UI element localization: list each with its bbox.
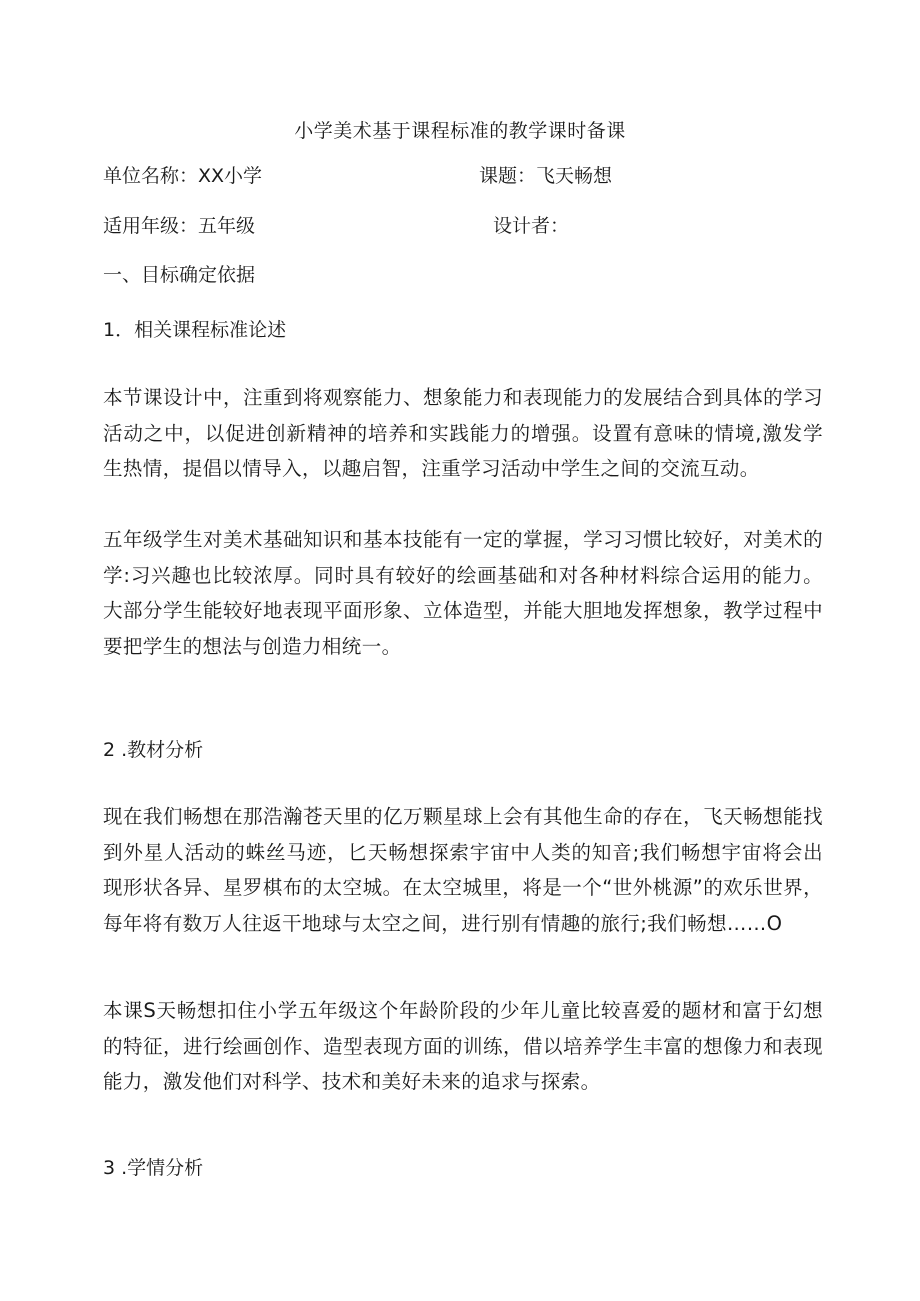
section-heading-basis: 一、目标确定依据 (103, 264, 256, 286)
paragraph-standards-2: 五年级学生对美术基础知识和基本技能有一定的掌握，学习习惯比较好，对美术的学:习兴趣也比较浓厚。同时具有较好的绘画基础和对各种材料综合运用的能力。大部分学生能较好地表现平面形象、立体造型，并能大胆地发挥想象，教学过程中要把学生的想法与创造力相统一。 (103, 528, 823, 658)
unit-name: 单位名称：XX小学 (103, 165, 263, 187)
document-title: 小学美术基于课程标准的教学课时备课 (294, 120, 626, 142)
lesson-topic: 课题：飞天畅想 (479, 165, 613, 187)
subsection-heading-standards: 1．相关课程标准论述 (103, 319, 287, 341)
subsection-heading-textbook: 2 .教材分析 (103, 739, 204, 761)
designer-label: 设计者： (493, 215, 570, 237)
paragraph-textbook-2: 本课S天畅想扣住小学五年级这个年龄阶段的少年儿童比较喜爱的题材和富于幻想的特征，进行绘画创作、造型表现方面的训练，借以培养学生丰富的想像力和表现能力，激发他们对科学、技术和美好未来的追求与探索。 (103, 999, 823, 1093)
paragraph-textbook-1: 现在我们畅想在那浩瀚苍天里的亿万颗星球上会有其他生命的存在，飞天畅想能找到外星人活动的蛛丝马迹，匕天畅想探索宇宙中人类的知音;我们畅想宇宙将会出现形状各异、星罗棋布的太空城。在太空城里，将是一个“世外桃源”的欢乐世界，每年将有数万人往返干地球与太空之间，进行别有情趣的旅行;我们畅想……O (103, 805, 823, 935)
paragraph-standards-1: 本节课设计中，注重到将观察能力、想象能力和表现能力的发展结合到具体的学习活动之中，以促进创新精神的培养和实践能力的增强。设置有意味的情境,激发学生热情，提倡以情导入，以趣启智，注重学习活动中学生之间的交流互动。 (103, 386, 823, 480)
subsection-heading-learners: 3 .学情分析 (103, 1157, 204, 1179)
applicable-grade: 适用年级：五年级 (103, 215, 256, 237)
